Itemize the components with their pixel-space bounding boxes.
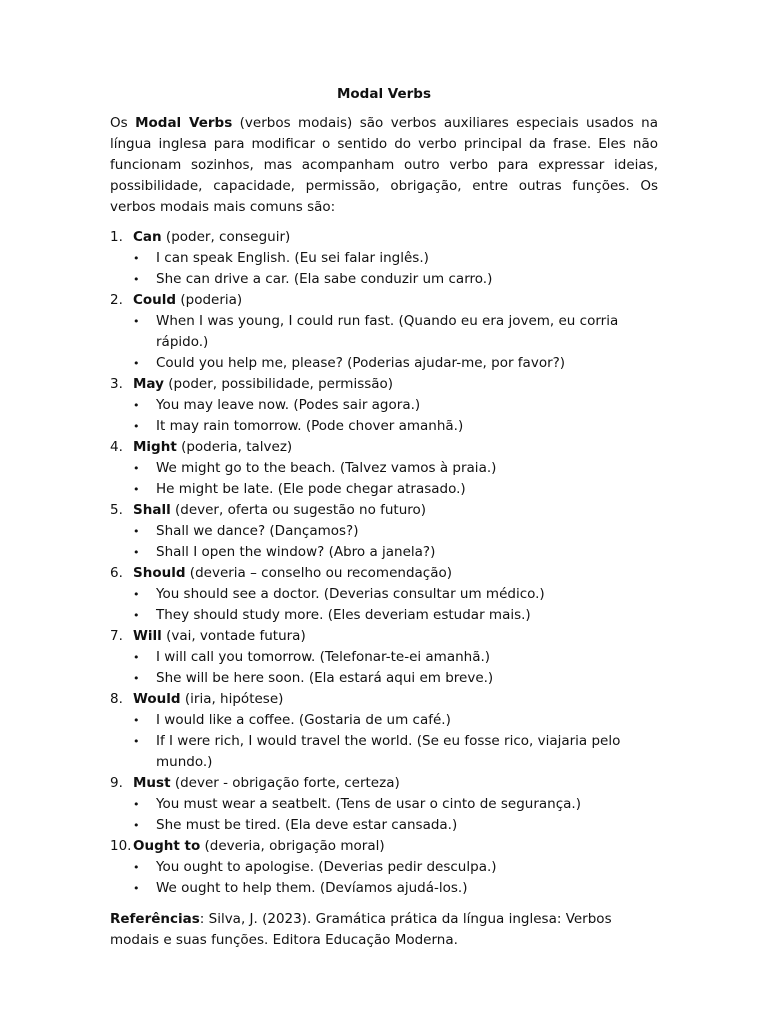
example-item [133, 878, 658, 899]
list-number: 1. [110, 229, 123, 245]
intro-paragraph [110, 113, 658, 218]
bullet-icon: • [133, 252, 140, 265]
modal-meaning: (deveria – conselho ou recomendação) [185, 565, 453, 581]
modal-item [110, 437, 658, 500]
modal-heading [110, 689, 658, 710]
example-text: They should study more. (Eles deveriam estudar mais.) [156, 607, 531, 623]
modal-item [110, 626, 658, 689]
example-list [133, 311, 658, 374]
example-list [133, 584, 658, 626]
modal-meaning: (vai, vontade futura) [161, 628, 306, 644]
modal-item [110, 773, 658, 836]
example-text: When I was young, I could run fast. (Quando eu era jovem, eu corria rápido.) [156, 313, 619, 350]
modal-verbs-list [110, 227, 658, 899]
modal-name: Would [133, 691, 181, 707]
example-list [133, 458, 658, 500]
example-item [133, 521, 658, 542]
bullet-icon: • [133, 609, 140, 622]
modal-heading [110, 500, 658, 521]
modal-meaning: (poderia, talvez) [176, 439, 293, 455]
modal-name: Could [133, 292, 177, 308]
example-text: You may leave now. (Podes sair agora.) [156, 397, 421, 413]
example-item [133, 668, 658, 689]
modal-meaning: (poder, possibilidade, permissão) [163, 376, 394, 392]
bullet-icon: • [133, 420, 140, 433]
bullet-icon: • [133, 651, 140, 664]
bullet-icon: • [133, 399, 140, 412]
example-item [133, 710, 658, 731]
modal-heading [110, 563, 658, 584]
list-number: 2. [110, 292, 123, 308]
example-item [133, 479, 658, 500]
list-number: 4. [110, 439, 123, 455]
example-item [133, 269, 658, 290]
bullet-icon: • [133, 462, 140, 475]
example-list [133, 710, 658, 773]
modal-meaning: (deveria, obrigação moral) [200, 838, 385, 854]
references-text: : Silva, J. (2023). Gramática prática da língua inglesa: Verbos modais e suas funções. Editora Educação Moderna. [110, 911, 612, 948]
example-item [133, 416, 658, 437]
document-page [110, 84, 658, 965]
modal-name: May [133, 376, 164, 392]
example-item [133, 395, 658, 416]
bullet-icon: • [133, 525, 140, 538]
intro-term: Modal Verbs [135, 115, 233, 131]
example-text: You ought to apologise. (Deverias pedir desculpa.) [156, 859, 497, 875]
example-text: Shall I open the window? (Abro a janela?) [156, 544, 436, 560]
list-number: 8. [110, 691, 123, 707]
modal-name: Must [133, 775, 171, 791]
modal-meaning: (poder, conseguir) [161, 229, 291, 245]
modal-heading [110, 626, 658, 647]
bullet-icon: • [133, 588, 140, 601]
modal-name: Will [133, 628, 162, 644]
example-item [133, 353, 658, 374]
page-title: Modal Verbs [336, 86, 432, 102]
modal-name: Ought to [133, 838, 201, 854]
intro-prefix: Os [110, 115, 136, 131]
modal-item [110, 836, 658, 899]
modal-item [110, 563, 658, 626]
references-paragraph [110, 909, 658, 951]
modal-meaning: (iria, hipótese) [180, 691, 284, 707]
example-text: I would like a coffee. (Gostaria de um café.) [156, 712, 451, 728]
list-number: 3. [110, 376, 123, 392]
modal-name: Might [133, 439, 177, 455]
list-number: 5. [110, 502, 123, 518]
example-item [133, 248, 658, 269]
bullet-icon: • [133, 735, 140, 748]
list-number: 10. [110, 838, 132, 854]
example-list [133, 794, 658, 836]
list-number: 9. [110, 775, 123, 791]
example-text: We ought to help them. (Devíamos ajudá-los.) [156, 880, 468, 896]
intro-text: (verbos modais) são verbos auxiliares especiais usados na língua inglesa para modificar o sentido do verbo principal da frase. Eles não funcionam sozinhos, mas acompanham outro verbo para expressar ideias, possibilidade, capacidade, permissão, obrigação, entre outras funções. Os verbos modais mais comuns são: [110, 115, 658, 215]
example-text: Shall we dance? (Dançamos?) [156, 523, 359, 539]
example-text: He might be late. (Ele pode chegar atrasado.) [156, 481, 466, 497]
example-item [133, 458, 658, 479]
bullet-icon: • [133, 714, 140, 727]
modal-heading [110, 773, 658, 794]
example-item [133, 815, 658, 836]
bullet-icon: • [133, 546, 140, 559]
example-list [133, 521, 658, 563]
bullet-icon: • [133, 483, 140, 496]
example-item [133, 794, 658, 815]
bullet-icon: • [133, 357, 140, 370]
modal-name: Can [133, 229, 162, 245]
modal-item [110, 227, 658, 290]
modal-item [110, 374, 658, 437]
example-item [133, 731, 658, 773]
example-text: You must wear a seatbelt. (Tens de usar o cinto de segurança.) [156, 796, 581, 812]
example-list [133, 647, 658, 689]
example-text: I can speak English. (Eu sei falar inglês.) [156, 250, 429, 266]
bullet-icon: • [133, 882, 140, 895]
modal-item [110, 500, 658, 563]
bullet-icon: • [133, 798, 140, 811]
modal-name: Shall [133, 502, 171, 518]
modal-heading [110, 374, 658, 395]
example-text: She must be tired. (Ela deve estar cansada.) [156, 817, 458, 833]
modal-item [110, 290, 658, 374]
example-item [133, 311, 658, 353]
list-number: 6. [110, 565, 123, 581]
modal-meaning: (dever - obrigação forte, certeza) [170, 775, 400, 791]
example-text: She will be here soon. (Ela estará aqui em breve.) [156, 670, 494, 686]
example-list [133, 857, 658, 899]
example-list [133, 395, 658, 437]
modal-heading [110, 836, 658, 857]
example-text: If I were rich, I would travel the world. (Se eu fosse rico, viajaria pelo mundo.) [156, 733, 621, 770]
bullet-icon: • [133, 273, 140, 286]
example-text: You should see a doctor. (Deverias consultar um médico.) [156, 586, 545, 602]
modal-name: Should [133, 565, 186, 581]
example-item [133, 605, 658, 626]
bullet-icon: • [133, 819, 140, 832]
example-text: We might go to the beach. (Talvez vamos à praia.) [156, 460, 497, 476]
example-text: It may rain tomorrow. (Pode chover amanhã.) [156, 418, 464, 434]
example-text: Could you help me, please? (Poderias ajudar-me, por favor?) [156, 355, 566, 371]
modal-meaning: (poderia) [176, 292, 243, 308]
modal-heading [110, 437, 658, 458]
example-list [133, 248, 658, 290]
example-item [133, 584, 658, 605]
modal-meaning: (dever, oferta ou sugestão no futuro) [170, 502, 427, 518]
example-item [133, 857, 658, 878]
list-number: 7. [110, 628, 123, 644]
modal-heading [110, 290, 658, 311]
bullet-icon: • [133, 315, 140, 328]
example-text: She can drive a car. (Ela sabe conduzir um carro.) [156, 271, 493, 287]
bullet-icon: • [133, 861, 140, 874]
references-label: Referências [110, 911, 200, 927]
example-text: I will call you tomorrow. (Telefonar-te-ei amanhã.) [156, 649, 491, 665]
bullet-icon: • [133, 672, 140, 685]
modal-heading [110, 227, 658, 248]
example-item [133, 542, 658, 563]
modal-item [110, 689, 658, 773]
example-item [133, 647, 658, 668]
